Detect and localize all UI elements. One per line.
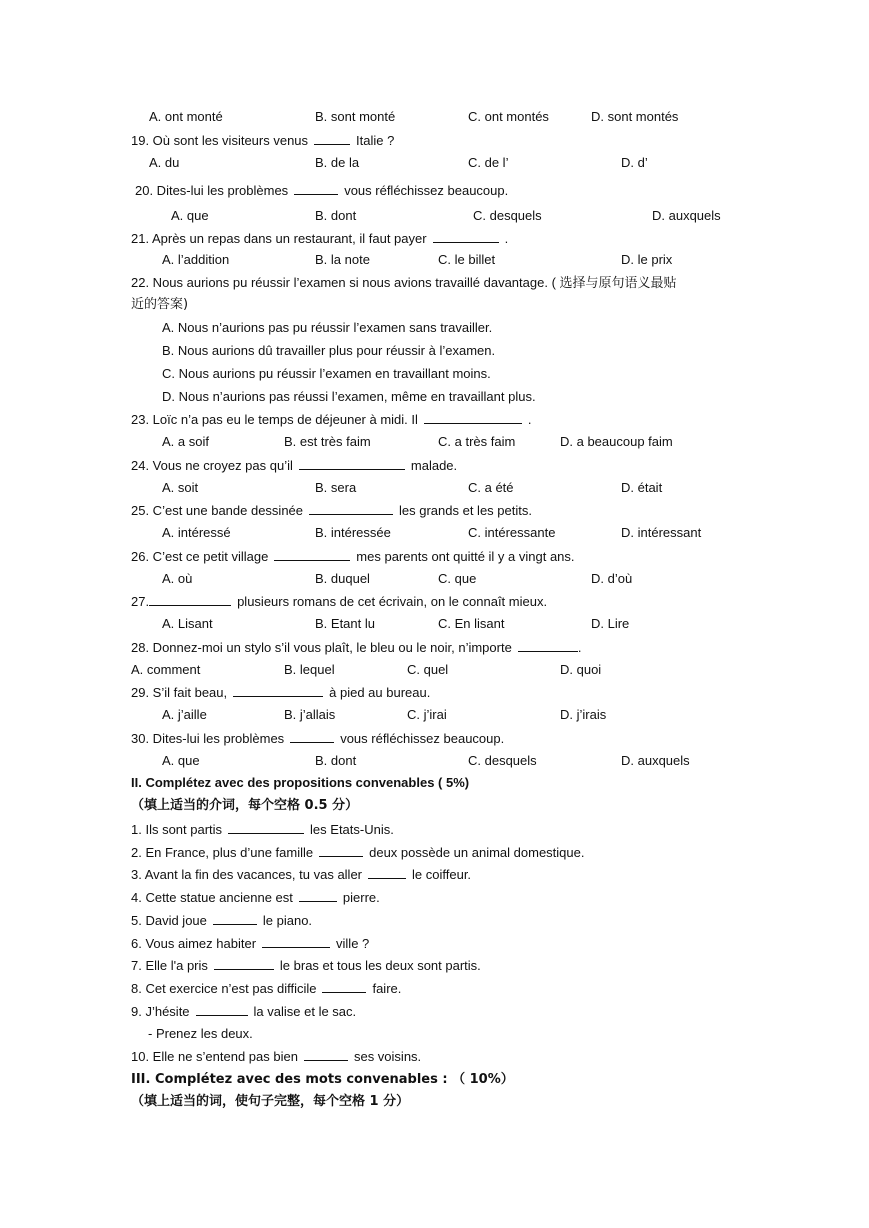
s2-item-6-after: ville ? bbox=[336, 936, 370, 951]
q23-option-b: B. est très faim bbox=[284, 434, 371, 449]
s2-item-10-after: ses voisins. bbox=[353, 1049, 422, 1064]
q27-number: 27. bbox=[131, 594, 150, 609]
q25-option-b: B. intéressée bbox=[315, 525, 391, 540]
q21-question bbox=[131, 230, 508, 246]
q20-question bbox=[135, 182, 508, 198]
q21-option-b: B. la note bbox=[315, 252, 370, 267]
q28-option-c: C. quel bbox=[407, 662, 449, 677]
q25-option-d: D. intéressant bbox=[621, 525, 702, 540]
q27-question bbox=[131, 593, 547, 609]
q26-option-c: C. que bbox=[438, 571, 477, 586]
q30-option-c: C. desquels bbox=[468, 753, 537, 768]
q28-stem-after: . bbox=[577, 640, 582, 655]
s2-item-3 bbox=[131, 866, 471, 882]
q23-option-a: A. a soif bbox=[162, 434, 209, 449]
q21-stem-after: . bbox=[504, 231, 509, 246]
q23-question bbox=[131, 411, 532, 427]
s2-item-1-blank bbox=[228, 821, 304, 834]
q29-blank bbox=[233, 684, 323, 697]
q20-stem-before: 20. Dites-lui les problèmes bbox=[135, 183, 289, 198]
q29-option-a: A. j’aille bbox=[162, 707, 207, 722]
q26-question bbox=[131, 548, 575, 564]
q21-blank bbox=[433, 230, 499, 243]
s2-item-2 bbox=[131, 844, 584, 860]
s2-item-3-before: 3. Avant la fin des vacances, tu vas aller bbox=[131, 867, 363, 882]
q22-option-c: C. Nous aurions pu réussir l’examen en travaillant moins. bbox=[162, 366, 491, 381]
s2-item-7-before: 7. Elle l'a pris bbox=[131, 958, 208, 973]
q25-stem-before: 25. C’est une bande dessinée bbox=[131, 503, 304, 518]
q28-option-b: B. lequel bbox=[284, 662, 335, 677]
s2-item-3-blank bbox=[368, 866, 406, 879]
q27-stem-after: plusieurs romans de cet écrivain, on le connaît mieux. bbox=[237, 594, 548, 609]
q22-instruction: 选择与原句语义最贴 bbox=[559, 276, 677, 291]
q24-option-a: A. soit bbox=[162, 480, 199, 495]
q30-stem-before: 30. Dites-lui les problèmes bbox=[131, 731, 285, 746]
q26-option-a: A. où bbox=[162, 571, 193, 586]
q30-stem-after: vous réfléchissez beaucoup. bbox=[340, 731, 505, 746]
s2-item-10 bbox=[131, 1048, 421, 1064]
q22-option-b: B. Nous aurions dû travailler plus pour réussir à l’examen. bbox=[162, 343, 496, 358]
s2-item-4-before: 4. Cette statue ancienne est bbox=[131, 890, 293, 905]
s2-item-9-before: 9. J’hésite bbox=[131, 1004, 190, 1019]
q21-option-a: A. l’addition bbox=[162, 252, 230, 267]
q19-option-a: A. du bbox=[149, 155, 180, 170]
s2-item-7-after: le bras et tous les deux sont partis. bbox=[279, 958, 481, 973]
q28-question bbox=[131, 639, 581, 655]
section-2-subtitle: （填上适当的介词，每个空格 0.5 分） bbox=[131, 798, 359, 813]
q30-option-a: A. que bbox=[162, 753, 200, 768]
section-3-subtitle: （填上适当的词，使句子完整，每个空格 1 分） bbox=[131, 1094, 410, 1109]
q29-option-b: B. j’allais bbox=[284, 707, 336, 722]
q28-option-a: A. comment bbox=[131, 662, 201, 677]
q22-option-a: A. Nous n’aurions pas pu réussir l’examen sans travailler. bbox=[162, 320, 493, 335]
q30-blank bbox=[290, 730, 334, 743]
q24-stem-after: malade. bbox=[410, 458, 458, 473]
q20-option-c: C. desquels bbox=[473, 208, 542, 223]
q24-option-b: B. sera bbox=[315, 480, 357, 495]
q25-option-a: A. intéressé bbox=[162, 525, 231, 540]
q28-blank bbox=[518, 639, 578, 652]
q19-question bbox=[131, 132, 394, 148]
s2-item-5-before: 5. David joue bbox=[131, 913, 207, 928]
s2-item-9-after: la valise et le sac. bbox=[253, 1004, 357, 1019]
q30-option-b: B. dont bbox=[315, 753, 357, 768]
q21-option-d: D. le prix bbox=[621, 252, 673, 267]
q26-stem-before: 26. C’est ce petit village bbox=[131, 549, 269, 564]
s2-item-8-after: faire. bbox=[372, 981, 402, 996]
q26-blank bbox=[274, 548, 350, 561]
s2-item-9-reply: - Prenez les deux. bbox=[148, 1026, 253, 1041]
s2-item-2-before: 2. En France, plus d’une famille bbox=[131, 845, 314, 860]
q22-question bbox=[131, 275, 677, 291]
q29-stem-before: 29. S’il fait beau, bbox=[131, 685, 228, 700]
q20-stem-after: vous réfléchissez beaucoup. bbox=[344, 183, 509, 198]
q28-option-d: D. quoi bbox=[560, 662, 602, 677]
q19-blank bbox=[314, 132, 350, 145]
q18-option-d: D. sont montés bbox=[591, 109, 679, 124]
q19-option-c: C. de l’ bbox=[468, 155, 509, 170]
s2-item-9-blank bbox=[196, 1003, 248, 1016]
s2-item-8 bbox=[131, 980, 401, 996]
section-3-title: III. Complétez avec des mots convenables : （ 10%） bbox=[131, 1072, 514, 1087]
q24-option-d: D. était bbox=[621, 480, 663, 495]
q19-option-d: D. d’ bbox=[621, 155, 648, 170]
s2-item-10-before: 10. Elle ne s’entend pas bien bbox=[131, 1049, 298, 1064]
q24-option-c: C. a été bbox=[468, 480, 514, 495]
q22-option-d: D. Nous n’aurions pas réussi l’examen, même en travaillant plus. bbox=[162, 389, 536, 404]
s2-item-7 bbox=[131, 957, 481, 973]
q20-option-b: B. dont bbox=[315, 208, 357, 223]
q27-option-c: C. En lisant bbox=[438, 616, 505, 631]
s2-item-7-blank bbox=[214, 957, 274, 970]
q19-stem-after: Italie ? bbox=[356, 133, 395, 148]
q24-blank bbox=[299, 457, 405, 470]
q18-option-b: B. sont monté bbox=[315, 109, 396, 124]
q23-option-d: D. a beaucoup faim bbox=[560, 434, 673, 449]
s2-item-6 bbox=[131, 935, 369, 951]
section-2-title: II. Complétez avec des propositions convenables ( 5%) bbox=[131, 775, 470, 790]
s2-item-5 bbox=[131, 912, 312, 928]
q22-instruction-cont: 近的答案) bbox=[131, 297, 189, 312]
q25-blank bbox=[309, 502, 393, 515]
q27-option-a: A. Lisant bbox=[162, 616, 213, 631]
s2-item-8-blank bbox=[322, 980, 366, 993]
s2-item-5-blank bbox=[213, 912, 257, 925]
q19-stem-before: 19. Où sont les visiteurs venus bbox=[131, 133, 309, 148]
q26-stem-after: mes parents ont quitté il y a vingt ans. bbox=[356, 549, 575, 564]
s2-item-9 bbox=[131, 1003, 356, 1019]
s2-item-6-blank bbox=[262, 935, 330, 948]
s2-item-4-after: pierre. bbox=[342, 890, 380, 905]
q29-question bbox=[131, 684, 430, 700]
q27-option-b: B. Etant lu bbox=[315, 616, 375, 631]
s2-item-1 bbox=[131, 821, 394, 837]
q23-stem-before: 23. Loïc n’a pas eu le temps de déjeuner à midi. Il bbox=[131, 412, 418, 427]
q25-question bbox=[131, 502, 532, 518]
q18-option-c: C. ont montés bbox=[468, 109, 549, 124]
q29-option-c: C. j’irai bbox=[407, 707, 447, 722]
q23-blank bbox=[424, 411, 522, 424]
s2-item-10-blank bbox=[304, 1048, 348, 1061]
q20-option-a: A. que bbox=[171, 208, 209, 223]
q20-blank bbox=[294, 182, 338, 195]
q28-stem-before: 28. Donnez-moi un stylo s’il vous plaît, le bleu ou le noir, n’importe bbox=[131, 640, 512, 655]
s2-item-4 bbox=[131, 889, 380, 905]
s2-item-6-before: 6. Vous aimez habiter bbox=[131, 936, 257, 951]
q30-question bbox=[131, 730, 504, 746]
q22-stem: 22. Nous aurions pu réussir l’examen si nous avions travaillé davantage. ( bbox=[131, 275, 560, 290]
s2-item-2-after: deux possède un animal domestique. bbox=[369, 845, 585, 860]
q27-option-d: D. Lire bbox=[591, 616, 630, 631]
q25-stem-after: les grands et les petits. bbox=[399, 503, 532, 518]
q26-option-d: D. d’où bbox=[591, 571, 633, 586]
q24-question bbox=[131, 457, 457, 473]
s2-item-8-before: 8. Cet exercice n’est pas difficile bbox=[131, 981, 317, 996]
q25-option-c: C. intéressante bbox=[468, 525, 556, 540]
s2-item-2-blank bbox=[319, 844, 363, 857]
q23-stem-after: . bbox=[527, 412, 532, 427]
s2-item-4-blank bbox=[299, 889, 337, 902]
q20-option-d: D. auxquels bbox=[652, 208, 721, 223]
s2-item-3-after: le coiffeur. bbox=[412, 867, 472, 882]
q21-stem-before: 21. Après un repas dans un restaurant, il faut payer bbox=[131, 231, 427, 246]
q30-option-d: D. auxquels bbox=[621, 753, 690, 768]
s2-item-1-before: 1. Ils sont partis bbox=[131, 822, 223, 837]
s2-item-5-after: le piano. bbox=[262, 913, 313, 928]
q18-option-a: A. ont monté bbox=[149, 109, 223, 124]
q29-option-d: D. j’irais bbox=[560, 707, 607, 722]
q23-option-c: C. a très faim bbox=[438, 434, 516, 449]
q19-option-b: B. de la bbox=[315, 155, 360, 170]
q26-option-b: B. duquel bbox=[315, 571, 370, 586]
q24-stem-before: 24. Vous ne croyez pas qu’il bbox=[131, 458, 293, 473]
q21-option-c: C. le billet bbox=[438, 252, 496, 267]
s2-item-1-after: les Etats-Unis. bbox=[310, 822, 394, 837]
q29-stem-after: à pied au bureau. bbox=[329, 685, 431, 700]
q27-blank bbox=[149, 593, 231, 606]
